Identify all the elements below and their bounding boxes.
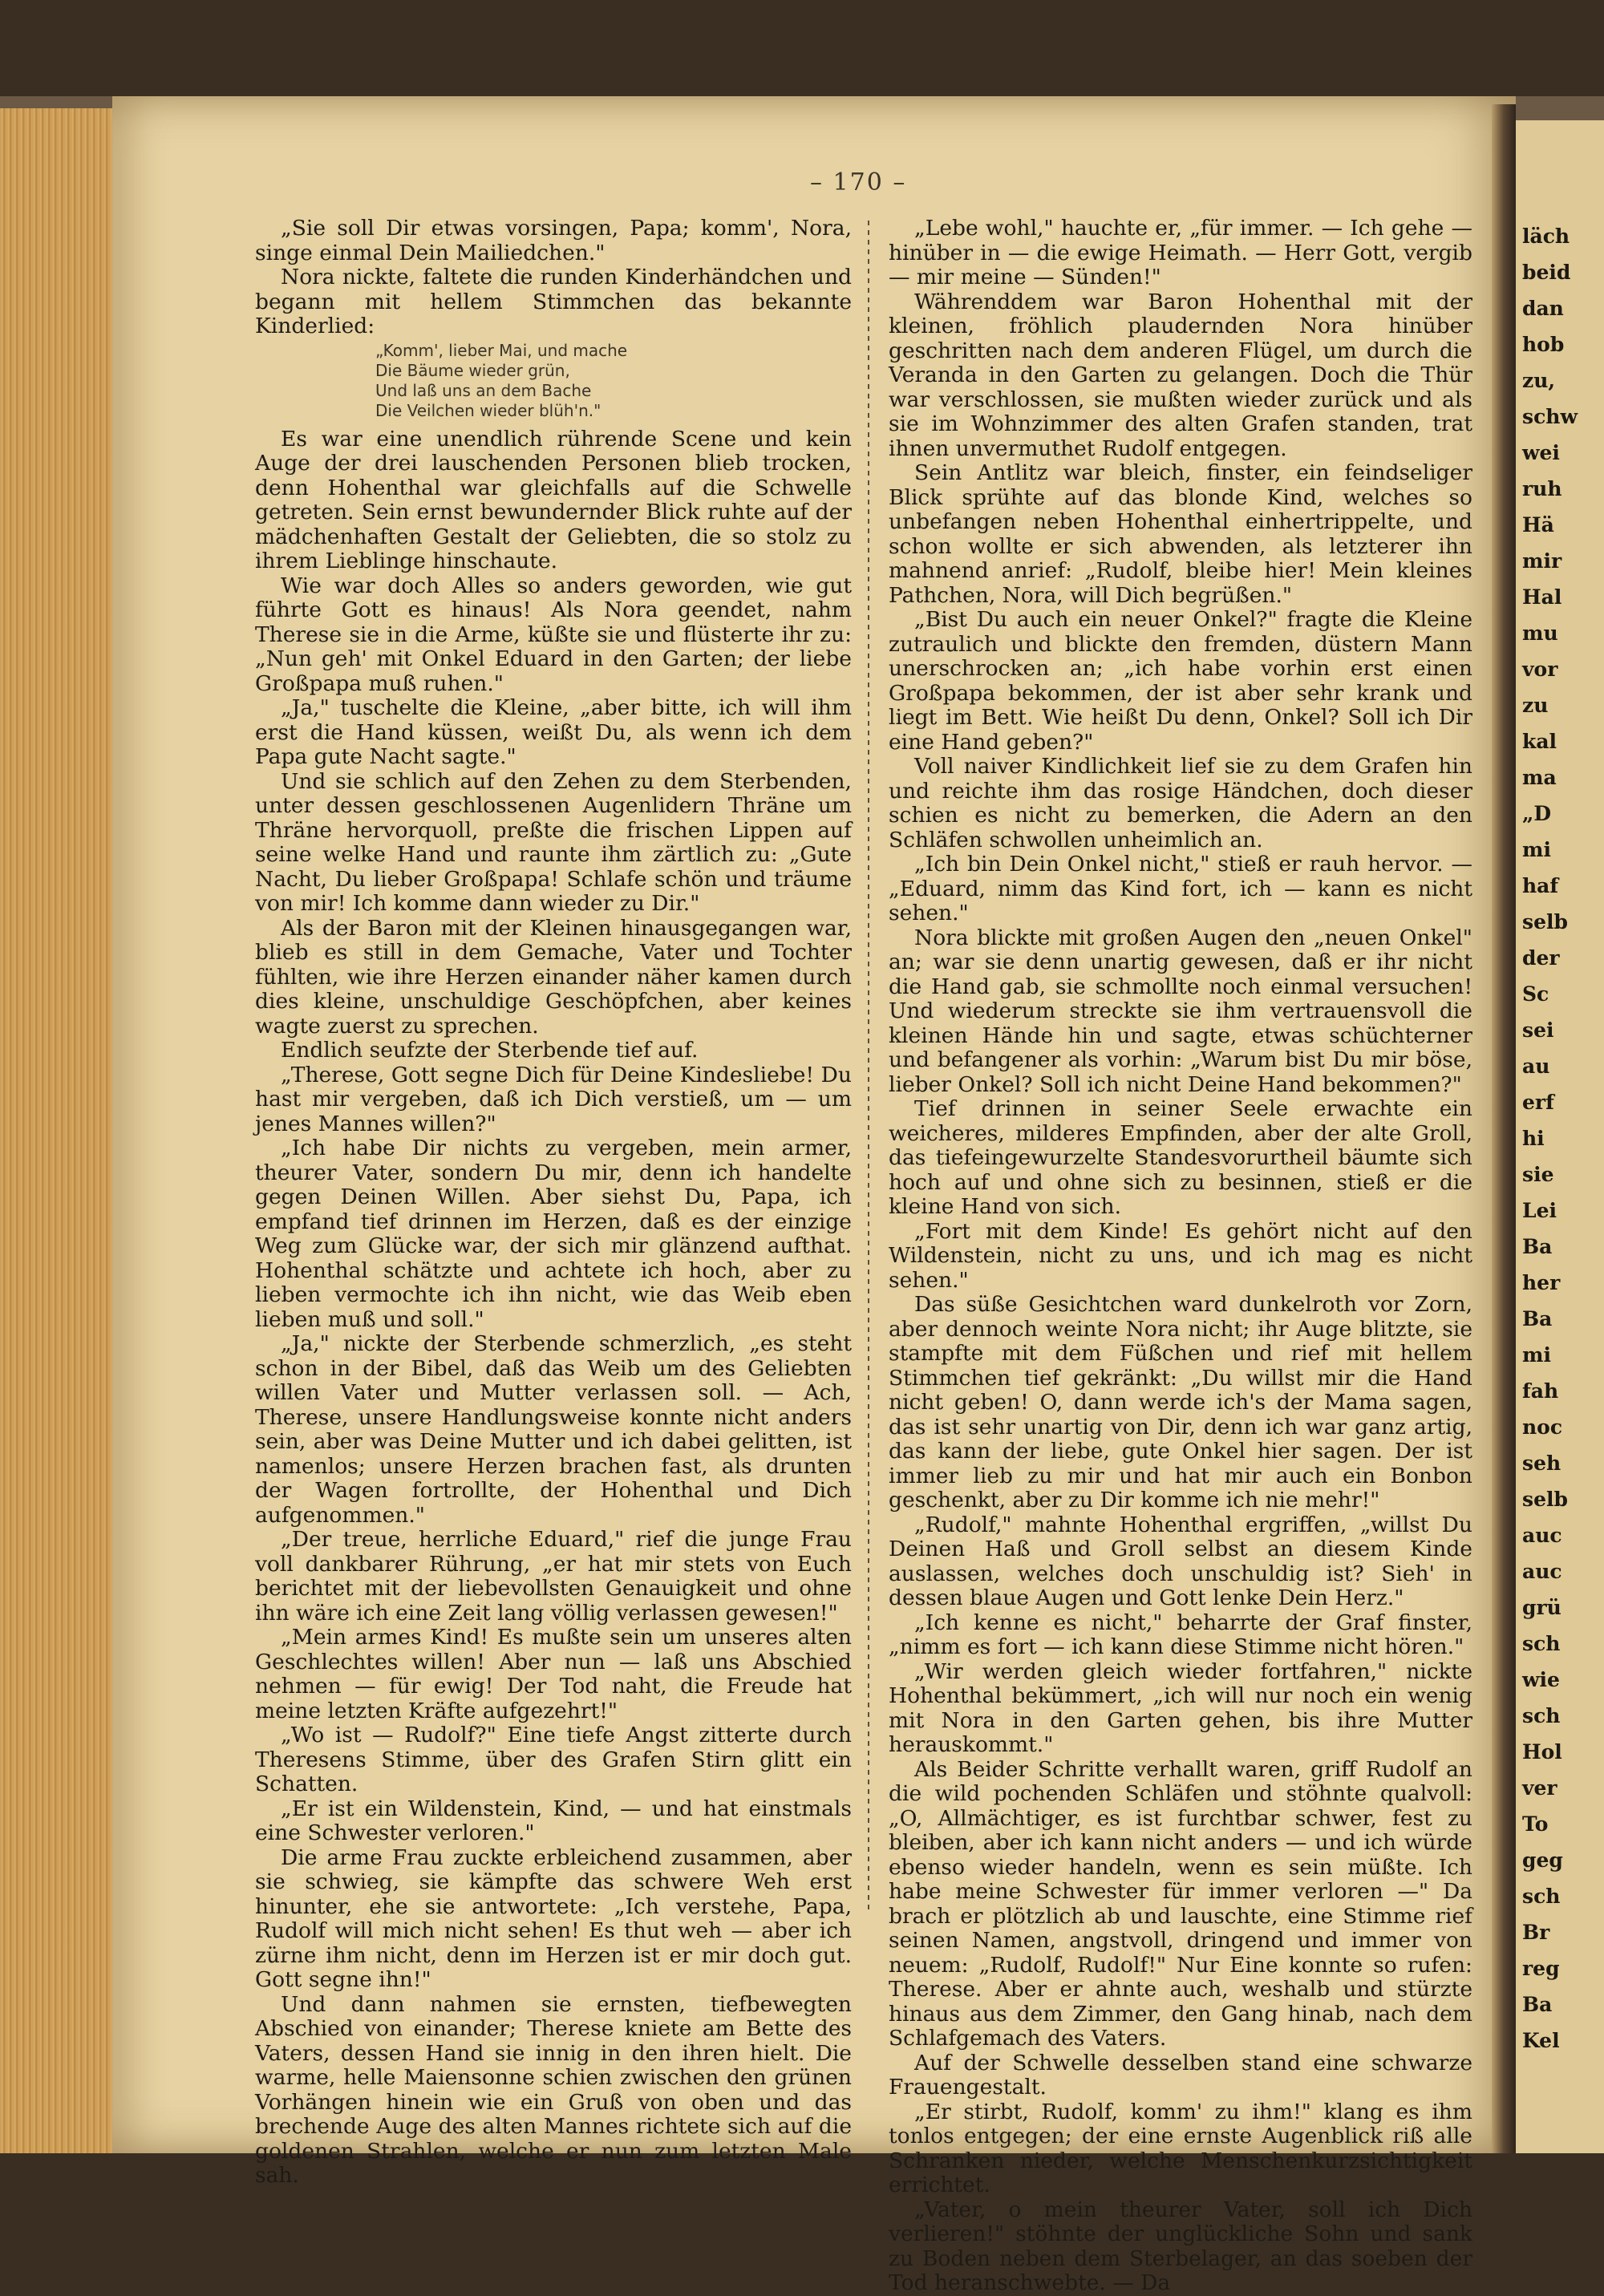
left-column <box>255 217 852 2189</box>
next-page-word: vor <box>1522 658 1558 681</box>
paragraph: „Rudolf," mahnte Hohenthal ergriffen, „willst Du Deinen Haß und Groll selbst an diesem Kinde auslassen, welches doch unschuldig ist? Sieh' in dessen blaue Augen und Gott lenke Dein Herz." <box>889 1512 1472 1610</box>
next-page-word: sie <box>1522 1163 1554 1186</box>
next-page-word: Ba <box>1522 1307 1553 1330</box>
paragraph: „Ja," nickte der Sterbende schmerzlich, „es steht schon in der Bibel, daß das Weib um des Geliebten willen Vater und Mutter verlassen soll. — Ach, Therese, unsere Handlungsweise konnte nicht anders sein, aber was Deine Mutter und ich dabei gelitten, ist namenlos; unsere Herzen brachen fast, als drunten der Wagen fortrollte, der Hohenthal und Dich aufgenommen." <box>255 1331 852 1528</box>
page-number: – 170 – <box>810 168 907 196</box>
paragraph: „Der treue, herrliche Eduard," rief die junge Frau voll dankbarer Rührung, „er hat mir stets von Euch berichtet mit der liebevollsten Genauigkeit und ohne ihn wäre ich eine Zeit lang völlig verlassen gewesen!" <box>255 1527 852 1626</box>
next-page-word: Sc <box>1522 982 1549 1006</box>
paragraph: „Sie soll Dir etwas vorsingen, Papa; komm', Nora, singe einmal Dein Mailiedchen." <box>255 216 852 265</box>
paragraph: Wie war doch Alles so anders geworden, wie gut führte Gott es hinaus! Als Nora geendet, nahm Therese sie in die Arme, küßte sie und flüsterte ihr zu: „Nun geh' mit Onkel Eduard in den Garten; der liebe Großpapa muß ruhen." <box>255 573 852 696</box>
next-page-word: selb <box>1522 910 1568 933</box>
paragraph: Währenddem war Baron Hohenthal mit der kleinen, fröhlich plaudernden Nora hinüber geschritten nach dem anderen Flügel, um durch die Veranda in den Garten zu gelangen. Doch die Thür war verschlossen, sie mußten wieder zurück und als sie im Wohnzimmer des alten Grafen standen, trat ihnen unvermuthet Rudolf entgegen. <box>889 289 1472 461</box>
poem-line: Und laß uns an dem Bache <box>375 380 592 400</box>
next-page-word: To <box>1522 1812 1549 1836</box>
next-page-word: selb <box>1522 1488 1568 1511</box>
next-page-word: wie <box>1522 1668 1560 1691</box>
paragraph: Das süße Gesichtchen ward dunkelroth vor Zorn, aber dennoch weinte Nora nicht; ihr Auge blitzte, sie stampfte mit dem Füßchen und rief mit hellem Stimmchen tief gekränkt: „Du willst mir die Hand nicht geben! O, dann werde ich's der Mama sagen, das ist sehr unartig von Dir, denn ich war ganz artig, das kann der liebe, gute Onkel hier sagen. Der ist immer lieb zu mir und hat mir auch ein Bonbon geschenkt, aber zu Dir komme ich nie mehr!" <box>889 1292 1472 1512</box>
next-page-word: ruh <box>1522 477 1562 500</box>
next-page-word: mi <box>1522 838 1551 861</box>
next-page-word: dan <box>1522 297 1564 320</box>
next-page-word: sch <box>1522 1885 1561 1908</box>
next-page-word: auc <box>1522 1524 1562 1547</box>
paragraph: „Ich habe Dir nichts zu vergeben, mein armer, theurer Vater, sondern Du mir, denn ich handelte gegen Deinen Willen. Aber siehst Du, Papa, ich empfand tief drinnen im Herzen, daß es der einzige Weg zum Glücke war, der sich mir glänzend aufthat. Hohenthal schätzte und achtete ich hoch, aber zu lieben vermochte ich ihn nicht, wie das Weib eben lieben muß und soll." <box>255 1136 852 1332</box>
paragraph: „Ja," tuschelte die Kleine, „aber bitte, ich will ihm erst die Hand küssen, weißt Du, als wenn ich dem Papa gute Nacht sagte." <box>255 695 852 769</box>
next-page-word: Hä <box>1522 513 1554 537</box>
next-page-word: sei <box>1522 1018 1554 1042</box>
column-divider <box>868 221 869 1913</box>
right-column <box>889 217 1472 2296</box>
next-page-word: erf <box>1522 1091 1554 1114</box>
next-page-word: beid <box>1522 261 1571 284</box>
next-page-word: Hol <box>1522 1740 1562 1764</box>
next-page-word: mi <box>1522 1343 1551 1367</box>
next-page-word: geg <box>1522 1849 1563 1872</box>
poem-line: Die Veilchen wieder blüh'n." <box>375 400 602 420</box>
paragraph: Als Beider Schritte verhallt waren, griff Rudolf an die wild pochenden Schläfen und stöhnte qualvoll: „O, Allmächtiger, es ist furchtbar schwer, fest zu bleiben, aber ich kann nicht anders — und ich würde ebenso wieder handeln, wenn es sein müßte. Ich habe meine Schwester für immer verloren —" Da brach er plötzlich ab und lauschte, eine Stimme rief seinen Namen, angstvoll, dringend und immer von neuem: „Rudolf, Rudolf!" Nur Eine konnte so rufen: Therese. Aber er ahnte auch, weshalb und stürzte hinaus aus dem Zimmer, den Gang hinab, nach dem Schlafgemach des Vaters. <box>889 1756 1472 2051</box>
paragraph: Auf der Schwelle desselben stand eine schwarze Frauengestalt. <box>889 2050 1472 2100</box>
paragraph: Als der Baron mit der Kleinen hinausgegangen war, blieb es still in dem Gemache, Vater und Tochter fühlten, wie ihre Herzen einander näher kamen durch dies kleine, unschuldige Geschöpfchen, aber keines wagte zuerst zu sprechen. <box>255 915 852 1039</box>
next-page-word: Lei <box>1522 1199 1557 1222</box>
paragraph: „Therese, Gott segne Dich für Deine Kindesliebe! Du hast mir vergeben, daß ich Dich verstieß, um — um jenes Mannes willen?" <box>255 1062 852 1136</box>
paragraph: Nora blickte mit großen Augen den „neuen Onkel" an; war sie denn unartig gewesen, daß er ihr nicht die Hand gab, sie schmollte noch einmal versuchen! Und wiederum streckte sie ihm vertrauensvoll die kleinen Hände hin und sagte, etwas schüchterner und befangener als vorhin: „Warum bist Du mir böse, lieber Onkel? Soll ich nicht Deine Hand bekommen?" <box>889 925 1472 1097</box>
next-page-word: zu <box>1522 694 1549 717</box>
poem-block <box>375 341 852 421</box>
paragraph: „Ich kenne es nicht," beharrte der Graf finster, „nimm es fort — ich kann diese Stimme nicht hören." <box>889 1610 1472 1659</box>
next-page-word: Ba <box>1522 1235 1553 1258</box>
next-page-word: Ba <box>1522 1993 1553 2016</box>
next-page-word: schw <box>1522 405 1578 428</box>
next-page-word: reg <box>1522 1957 1560 1980</box>
page-edges <box>0 108 120 2153</box>
next-page-fragment <box>1516 120 1604 2153</box>
paragraph: „Ich bin Dein Onkel nicht," stieß er rauh hervor. — „Eduard, nimm das Kind fort, ich — kann es nicht sehen." <box>889 852 1472 925</box>
next-page-word: wei <box>1522 441 1560 464</box>
paragraph: Endlich seufzte der Sterbende tief auf. <box>281 1038 699 1063</box>
next-page-word: haf <box>1522 874 1559 897</box>
next-page-word: au <box>1522 1055 1550 1078</box>
next-page-word: auc <box>1522 1560 1562 1583</box>
paragraph: „Fort mit dem Kinde! Es gehört nicht auf den Wildenstein, nicht zu uns, und ich mag es nicht sehen." <box>889 1218 1472 1293</box>
paragraph: Tief drinnen in seiner Seele erwachte ein weicheres, milderes Empfinden, aber der alte Groll, das tiefeingewurzelte Standesvorurtheil bäumte sich hoch auf und ohne sich zu besinnen, stieß er die kleine Hand von sich. <box>889 1096 1472 1219</box>
next-page-word: fah <box>1522 1379 1559 1403</box>
poem-line: Die Bäume wieder grün, <box>375 360 570 380</box>
paragraph: „Vater, o mein theurer Vater, soll ich Dich verlieren!" stöhnte der unglückliche Sohn und sank zu Boden neben dem Sterbelager, an das soeben der Tod heranschwebte. — Da <box>889 2197 1472 2295</box>
next-page-word: ma <box>1522 766 1557 789</box>
next-page-word: kal <box>1522 730 1557 753</box>
next-page-word: her <box>1522 1271 1561 1294</box>
paragraph: „Er stirbt, Rudolf, komm' zu ihm!" klang es ihm tonlos entgegen; der eine ernste Augenblick riß alle Schranken nieder, welche Menschenkurzsichtigkeit errichtet. <box>889 2099 1472 2197</box>
next-page-word: grü <box>1522 1596 1561 1619</box>
paragraph: „Bist Du auch ein neuer Onkel?" fragte die Kleine zutraulich und blickte den fremden, düstern Mann unerschrocken an; „ich habe vorhin erst einen Großpapa bekommen, der ist aber sehr krank und liegt im Bett. Wie heißt Du denn, Onkel? Soll ich Dir eine Hand geben?" <box>889 607 1472 755</box>
next-page-word: hi <box>1522 1127 1545 1150</box>
next-page-word: sch <box>1522 1704 1561 1727</box>
paragraph: Voll naiver Kindlichkeit lief sie zu dem Grafen hin und reichte ihm das rosige Händchen, doch dieser schien es nicht zu bemerken, die Adern an den Schläfen schwollen unheimlich an. <box>889 754 1472 852</box>
next-page-word: seh <box>1522 1452 1561 1475</box>
next-page-word: läch <box>1522 225 1570 248</box>
next-page-word: noc <box>1522 1415 1563 1439</box>
paragraph: „Er ist ein Wildenstein, Kind, — und hat einstmals eine Schwester verloren." <box>255 1796 852 1845</box>
paragraph: Es war eine unendlich rührende Scene und kein Auge der drei lauschenden Personen blieb trocken, denn Hohenthal war gleichfalls auf die Schwelle getreten. Sein ernst bewundernder Blick ruhte auf der mädchenhaften Gestalt der Geliebten, die so stolz zu ihrem Lieblinge hinschaute. <box>255 426 852 573</box>
next-page-word: sch <box>1522 1632 1561 1655</box>
next-page-word: mir <box>1522 549 1562 573</box>
paragraph: „Wo ist — Rudolf?" Eine tiefe Angst zitterte durch Theresens Stimme, über des Grafen Stirn glitt ein Schatten. <box>255 1723 852 1796</box>
paragraph: Und dann nahmen sie ernsten, tiefbewegten Abschied von einander; Therese kniete am Bette des Vaters, dessen Hand sie innig in den ihren hielt. Die warme, helle Maiensonne schien zwischen den grünen Vorhängen hinein wie ein Gruß von oben und das brechende Auge des alten Mannes richtete sich auf die goldenen Strahlen, welche er nun zum letzten Male sah. <box>255 1991 852 2188</box>
book-gutter <box>1492 104 1516 2153</box>
next-page-word: Br <box>1522 1921 1550 1944</box>
paragraph: Die arme Frau zuckte erbleichend zusammen, aber sie schwieg, sie kämpfte das schwere Weh erst hinunter, ehe sie antwortete: „Ich verstehe, Papa, Rudolf will mich nicht sehen! Es thut weh — aber ich zürne ihm nicht, denn im Herzen ist er mir doch gut. Gott segne ihn!" <box>255 1844 852 1992</box>
next-page-word: mu <box>1522 622 1558 645</box>
next-page-word: der <box>1522 946 1560 970</box>
paragraph: „Wir werden gleich wieder fortfahren," nickte Hohenthal bekümmert, „ich will nur noch ein wenig mit Nora in den Garten gehen, bis ihre Mutter herauskommt." <box>889 1658 1472 1757</box>
paragraph: „Lebe wohl," hauchte er, „für immer. — Ich gehe — hinüber in — die ewige Heimath. — Herr Gott, vergib — mir meine — Sünden!" <box>889 216 1472 290</box>
next-page-word: hob <box>1522 333 1565 356</box>
paragraph: „Mein armes Kind! Es mußte sein um unseres alten Geschlechtes willen! Aber nun — laß uns Abschied nehmen — für ewig! Der Tod naht, die Freude hat meine letzten Kräfte aufgezehrt!" <box>255 1625 852 1723</box>
poem-line: „Komm', lieber Mai, und mache <box>375 340 628 360</box>
next-page-word: zu, <box>1522 369 1556 392</box>
next-page-word: Kel <box>1522 2029 1560 2052</box>
next-page-word: Hal <box>1522 585 1562 609</box>
paragraph: Und sie schlich auf den Zehen zu dem Sterbenden, unter dessen geschlossenen Augenlidern Thräne um Thräne hervorquoll, preßte die frischen Lippen auf seine welke Hand und raunte ihm zärtlich zu: „Gute Nacht, Du lieber Großpapa! Schlafe schön und träume von mir! Ich komme dann wieder zu Dir." <box>255 768 852 916</box>
paragraph: Sein Antlitz war bleich, finster, ein feindseliger Blick sprühte auf das blonde Kind, welches so unbefangen neben Hohenthal einhertrippelte, und schon wollte er sich abwenden, als letzterer ihn mahnend anrief: „Rudolf, bleibe hier! Mein kleines Pathchen, Nora, will Dich begrüßen." <box>889 460 1472 608</box>
paragraph: Nora nickte, faltete die runden Kinderhändchen und begann mit hellem Stimmchen das bekannte Kinderlied: <box>255 265 852 338</box>
next-page-word: ver <box>1522 1776 1557 1800</box>
next-page-word: „D <box>1522 802 1552 825</box>
